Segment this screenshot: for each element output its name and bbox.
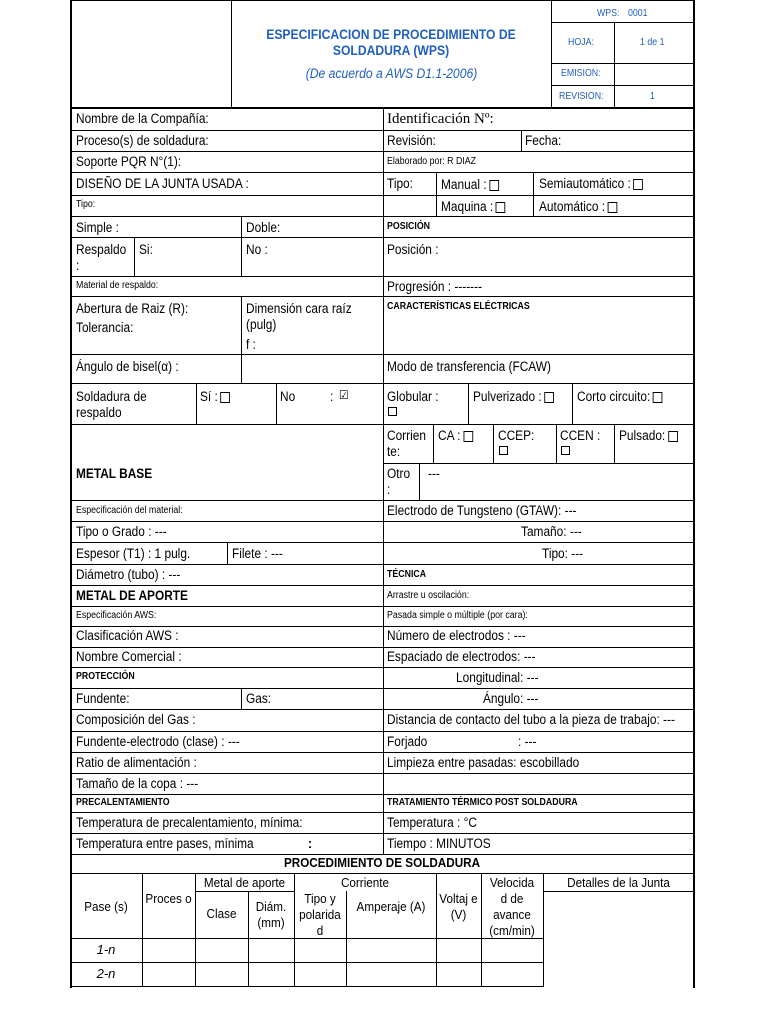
amperaje-col-header: Amperaje (A) <box>356 899 426 914</box>
manual-checkbox[interactable] <box>489 180 499 191</box>
ccep-checkbox[interactable] <box>499 446 508 455</box>
automatico-checkbox[interactable] <box>608 202 618 213</box>
pase-col-header: Pase (s) <box>84 899 128 914</box>
angulo-bisel-label: Ángulo de bisel(α) : <box>76 359 179 374</box>
tolerancia-label: Tolerancia: <box>76 320 134 335</box>
globular-checkbox[interactable] <box>388 407 397 416</box>
forjado-value: : --- <box>518 734 537 749</box>
doble-label: Doble: <box>246 220 281 235</box>
wps-number: 0001 <box>628 8 648 19</box>
longitudinal-label: Longitudinal: --- <box>456 670 539 685</box>
material-respaldo-label: Material de respaldo: <box>76 280 159 291</box>
globular-label: Globular : <box>387 389 439 404</box>
limpieza-label: Limpieza entre pasadas: escobillado <box>387 755 580 770</box>
tratamiento-termico-header: TRATAMIENTO TÉRMICO POST SOLDADURA <box>387 797 578 808</box>
respaldo-no-label: No : <box>246 242 268 257</box>
abertura-raiz-label: Abertura de Raiz (R): <box>76 301 189 316</box>
metal-base-header: METAL BASE <box>76 466 153 481</box>
hoja-label: HOJA: <box>568 37 594 48</box>
corriente-label: Corrien te: <box>387 428 426 459</box>
velocidad-col-header: Velocida d de avance (cm/min) <box>489 875 535 938</box>
respaldo-no-checked-checkbox[interactable]: ☑ <box>339 388 349 402</box>
posicion-header: POSICIÓN <box>387 221 431 232</box>
tipo-polaridad-col-header: Tipo y polarida d <box>299 891 341 938</box>
emision-label: EMISION: <box>561 68 601 79</box>
espaciado-electrodos-label: Espaciado de electrodos: --- <box>387 649 536 664</box>
diseno-junta-label: DISEÑO DE LA JUNTA USADA : <box>76 176 249 191</box>
ccen-label: CCEN : <box>560 428 601 443</box>
pulverizado-label: Pulverizado : <box>473 389 554 405</box>
form-subtitle: (De acuerdo a AWS D1.1-2006) <box>305 66 478 81</box>
pulsado-checkbox[interactable] <box>668 431 678 442</box>
form-title: ESPECIFICACION DE PROCEDIMIENTO DE SOLDADURA (WPS) <box>266 27 516 58</box>
fecha-label: Fecha: <box>525 133 562 148</box>
tecnica-header: TÉCNICA <box>387 569 427 580</box>
manual-label: Manual : <box>441 177 499 193</box>
posicion-label: Posición : <box>387 242 439 257</box>
respaldo-si-label: Si: <box>139 242 153 257</box>
simple-label: Simple : <box>76 220 119 235</box>
dimension-cara-raiz-label: Dimensión cara raíz (pulg) <box>246 301 352 332</box>
tamano-label: Tamaño: --- <box>521 524 582 539</box>
soldadura-respaldo-label: Soldadura de respaldo <box>76 389 147 420</box>
corriente-col-header: Corriente <box>340 875 390 890</box>
angulo-label: Ángulo: --- <box>483 691 539 706</box>
electrodo-tungsteno-label: Electrodo de Tungsteno (GTAW): --- <box>387 503 577 518</box>
tiempo-label: Tiempo : MINUTOS <box>387 836 491 851</box>
proteccion-header: PROTECCIÓN <box>76 671 135 682</box>
metal-aporte-col-header: Metal de aporte <box>203 875 286 890</box>
maquina-label: Maquina : <box>441 199 506 215</box>
corto-circuito-checkbox[interactable] <box>653 392 663 403</box>
ccen-checkbox[interactable] <box>561 446 570 455</box>
revision-label: REVISION: <box>559 91 604 102</box>
table-row-pase-1: 1-n <box>96 942 116 957</box>
automatico-label: Automático : <box>539 199 617 215</box>
pasada-label: Pasada simple o múltiple (por cara): <box>387 610 528 621</box>
pulverizado-checkbox[interactable] <box>544 392 554 403</box>
respaldo-si-checkbox[interactable] <box>220 392 230 403</box>
especificacion-material-label: Especificación del material: <box>76 505 183 516</box>
revision-value: 1 <box>650 91 655 102</box>
respaldo-no2-label: No <box>280 389 296 404</box>
clase-col-header: Clase <box>206 906 237 921</box>
detalles-junta-col-header: Detalles de la Junta <box>567 875 670 890</box>
otro-value: --- <box>428 466 440 481</box>
caracteristicas-electricas-header: CARACTERÍSTICAS ELÉCTRICAS <box>387 301 530 312</box>
temp-entre-pases-colon: : <box>308 836 312 851</box>
gas-label: Gas: <box>246 691 272 706</box>
especificacion-aws-label: Especificación AWS: <box>76 610 157 621</box>
soporte-pqr-label: Soporte PQR N°(1): <box>76 154 182 169</box>
temperatura-label: Temperatura : °C <box>387 815 477 830</box>
composicion-gas-label: Composición del Gas : <box>76 712 196 727</box>
clasificacion-aws-label: Clasificación AWS : <box>76 628 179 643</box>
ratio-alimentacion-label: Ratio de alimentación : <box>76 755 197 770</box>
pulsado-label: Pulsado: <box>619 428 678 444</box>
corto-circuito-label: Corto circuito: <box>577 389 663 405</box>
temp-precalentamiento-label: Temperatura de precalentamiento, mínima: <box>76 815 303 830</box>
espesor-label: Espesor (T1) : 1 pulg. <box>76 546 191 561</box>
precalentamiento-header: PRECALENTAMIENTO <box>76 797 170 808</box>
ca-label: CA : <box>438 428 473 444</box>
ccep-label: CCEP: <box>498 428 535 443</box>
diametro-tubo-label: Diámetro (tubo) : --- <box>76 567 181 582</box>
ca-checkbox[interactable] <box>463 431 473 442</box>
company-label: Nombre de la Compañía: <box>76 111 209 126</box>
temp-entre-pases-label: Temperatura entre pases, mínima <box>76 836 254 851</box>
tipo-proceso-label: Tipo: <box>387 176 413 191</box>
maquina-checkbox[interactable] <box>496 202 506 213</box>
f-label: f : <box>246 337 256 352</box>
wps-label: WPS: <box>597 8 620 19</box>
tamano-copa-label: Tamaño de la copa : --- <box>76 776 199 791</box>
filete-label: Filete : --- <box>232 546 283 561</box>
respaldo-si2-label: Sí : <box>200 389 230 405</box>
progresion-label: Progresión : ------- <box>387 279 483 294</box>
respaldo-colon: : <box>76 258 80 273</box>
revision-field: Revisión: <box>387 133 436 148</box>
procesos-label: Proceso(s) de soldadura: <box>76 133 209 148</box>
diametro-col-header: Diám. (mm) <box>255 899 287 930</box>
fundente-label: Fundente: <box>76 691 130 706</box>
proceso-col-header: Proces o <box>145 891 192 906</box>
fundente-electrodo-label: Fundente-electrodo (clase) : --- <box>76 734 240 749</box>
identificacion-label: Identificación Nº: <box>387 111 494 127</box>
arrastre-label: Arrastre u oscilación: <box>387 590 470 601</box>
semiautomatico-checkbox[interactable] <box>633 179 643 190</box>
otro-label: Otro : <box>387 466 411 497</box>
elaborado-label: Elaborado por: R DIAZ <box>387 156 477 167</box>
forjado-label: Forjado <box>387 734 428 749</box>
hoja-value: 1 de 1 <box>640 37 665 48</box>
table-row-pase-2: 2-n <box>96 966 116 981</box>
tipo-electrodo-label: Tipo: --- <box>542 546 584 561</box>
respaldo-no2-colon: : <box>330 389 334 404</box>
voltaje-col-header: Voltaj e (V) <box>439 891 478 922</box>
numero-electrodos-label: Número de electrodos : --- <box>387 628 526 643</box>
tipo-grado-label: Tipo o Grado : --- <box>76 524 167 539</box>
nombre-comercial-label: Nombre Comercial : <box>76 649 182 664</box>
semiautomatico-label: Semiautomático : <box>539 176 643 192</box>
procedimiento-title: PROCEDIMIENTO DE SOLDADURA <box>283 855 481 870</box>
respaldo-label: Respaldo <box>76 242 127 257</box>
distancia-contacto-label: Distancia de contacto del tubo a la pieza de trabajo: --- <box>387 712 675 727</box>
modo-transferencia-label: Modo de transferencia (FCAW) <box>387 359 551 374</box>
metal-aporte-header: METAL DE APORTE <box>76 588 188 603</box>
tipo-junta-label: Tipo: <box>76 199 96 210</box>
